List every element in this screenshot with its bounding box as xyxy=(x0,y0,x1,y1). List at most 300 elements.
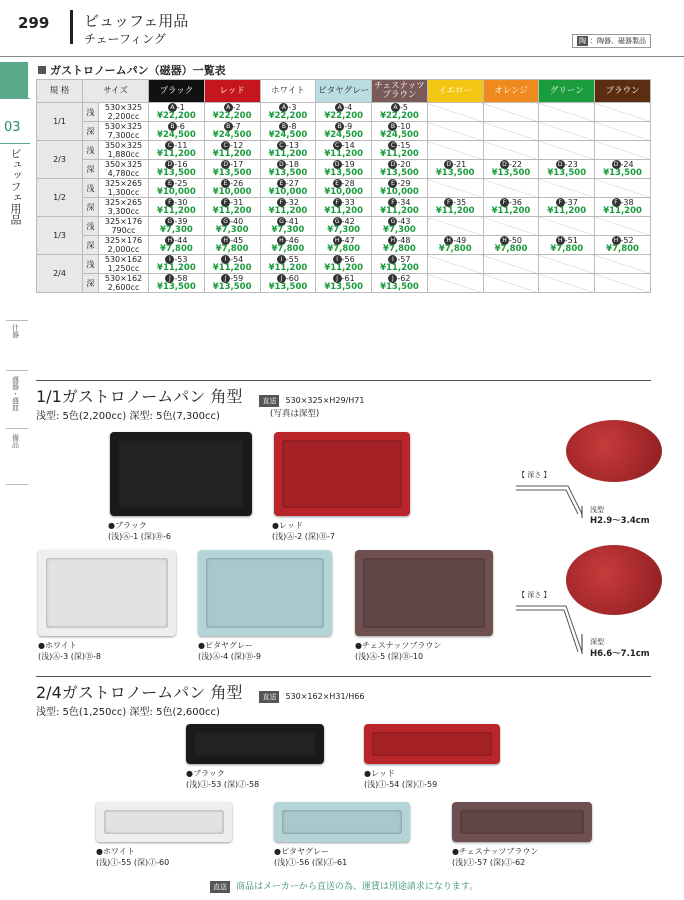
code-number: -4 xyxy=(344,103,353,112)
code-letter-icon: H xyxy=(388,236,397,245)
size-capacity: 790cc xyxy=(111,226,136,235)
price-cell xyxy=(260,141,316,160)
tray-inner xyxy=(46,558,168,628)
item-price: ¥24,500 xyxy=(268,130,308,140)
item-price: ¥11,200 xyxy=(157,206,196,216)
empty-cell xyxy=(427,179,483,198)
item-price: ¥22,200 xyxy=(380,111,419,121)
size-capacity: 4,780cc xyxy=(107,169,140,178)
code-number: -39 xyxy=(174,217,188,226)
table-row xyxy=(37,274,651,293)
code-letter-icon: H xyxy=(612,236,621,245)
code-letter-icon: B xyxy=(335,122,344,131)
code-number: -49 xyxy=(453,236,467,245)
item-price: ¥11,200 xyxy=(324,149,364,159)
code-letter-icon: C xyxy=(165,141,174,150)
item-price: ¥11,200 xyxy=(212,149,252,159)
size-capacity: 1,300cc xyxy=(107,188,140,197)
empty-cell xyxy=(595,141,651,160)
chapter-label xyxy=(8,148,22,228)
price-cell xyxy=(149,255,205,274)
item-price: ¥7,800 xyxy=(550,244,584,254)
code-number: -28 xyxy=(341,179,355,188)
tray-inner xyxy=(460,810,584,834)
code-number: -18 xyxy=(285,160,299,169)
price-cell xyxy=(372,179,428,198)
price-cell xyxy=(204,274,260,293)
gn11-tray-image xyxy=(110,432,252,516)
gn24-caption xyxy=(274,846,347,868)
section2-title: 2/4ガストロノームパン 角型 xyxy=(36,683,243,702)
item-codes: (浅)Ⓐ-2 (深)Ⓑ-7 xyxy=(272,532,335,541)
size-dims: 350×325 xyxy=(104,141,143,150)
code-letter-icon: B xyxy=(388,122,397,131)
table-row xyxy=(37,236,651,255)
item-price: ¥7,300 xyxy=(383,225,416,235)
price-cell xyxy=(204,160,260,179)
gn11-caption xyxy=(38,640,101,662)
code-letter-icon: E xyxy=(165,179,174,188)
page-title: ビュッフェ用品 xyxy=(84,12,189,30)
price-cell xyxy=(149,160,205,179)
code-number: -5 xyxy=(399,103,408,112)
code-number: -17 xyxy=(230,160,244,169)
item-price: ¥7,800 xyxy=(383,244,416,254)
code-letter-icon: D xyxy=(612,160,621,169)
code-letter-icon: G xyxy=(165,217,174,226)
code-letter-icon: A xyxy=(391,103,400,112)
code-number: -62 xyxy=(397,274,411,283)
item-price: ¥7,300 xyxy=(159,225,193,235)
item-price: ¥7,300 xyxy=(327,225,361,235)
price-cell xyxy=(149,217,205,236)
table-title xyxy=(38,62,226,78)
code-number: -26 xyxy=(230,179,244,188)
spec-cell: 1/3 xyxy=(37,217,83,255)
item-price: ¥11,200 xyxy=(547,206,587,216)
size-capacity: 2,000cc xyxy=(107,245,140,254)
code-number: -58 xyxy=(174,274,188,283)
item-price: ¥11,200 xyxy=(603,206,642,216)
price-cell xyxy=(316,160,372,179)
size-capacity: 2,600cc xyxy=(107,283,140,292)
color-name: ●レッド xyxy=(272,521,303,530)
item-price: ¥7,800 xyxy=(494,244,528,254)
code-number: -8 xyxy=(288,122,297,131)
item-codes: (浅)Ⓘ-53 (深)Ⓙ-58 xyxy=(186,780,260,789)
side-divider xyxy=(6,370,28,371)
size-cell xyxy=(99,217,149,236)
item-price: ¥22,200 xyxy=(157,111,196,121)
code-letter-icon: D xyxy=(221,160,230,169)
header-color-0: ブラック xyxy=(149,80,205,103)
code-number: -50 xyxy=(508,236,523,245)
code-number: -53 xyxy=(174,255,188,264)
price-cell xyxy=(316,179,372,198)
item-price: ¥22,200 xyxy=(268,111,308,121)
price-cell xyxy=(427,160,483,179)
depth-cell: 浅 xyxy=(83,141,99,160)
gn11-tray-image xyxy=(198,550,332,636)
table-row xyxy=(37,103,651,122)
color-name: ●ピタヤグレー xyxy=(198,641,253,650)
code-number: -51 xyxy=(564,236,578,245)
empty-cell xyxy=(483,274,539,293)
price-cell xyxy=(204,179,260,198)
section1-spec: 浅型: 5色(2,200cc) 深型: 5色(7,300cc) xyxy=(36,411,220,422)
table-header-row xyxy=(37,80,651,103)
price-cell xyxy=(149,236,205,255)
code-letter-icon: G xyxy=(388,217,397,226)
gn24-tray-image xyxy=(364,724,500,764)
gn24-tray-image xyxy=(186,724,324,764)
chapter-number: 03 xyxy=(4,120,21,135)
code-letter-icon: H xyxy=(333,236,342,245)
spec-cell: 2/3 xyxy=(37,141,83,179)
code-number: -34 xyxy=(397,198,411,207)
item-price: ¥11,200 xyxy=(435,206,475,216)
price-cell xyxy=(260,103,316,122)
item-codes: (浅)Ⓐ-3 (深)Ⓑ-8 xyxy=(38,652,101,661)
code-letter-icon: H xyxy=(500,236,509,245)
item-price: ¥13,500 xyxy=(157,168,196,178)
item-price: ¥11,200 xyxy=(324,263,364,273)
price-cell xyxy=(149,122,205,141)
size-dims: 325×176 xyxy=(104,217,143,226)
item-price: ¥11,200 xyxy=(380,149,419,159)
price-cell xyxy=(149,198,205,217)
item-price: ¥10,000 xyxy=(380,187,419,197)
gn11-caption xyxy=(355,640,441,662)
header-color-7: グリーン xyxy=(539,80,595,103)
price-cell xyxy=(316,236,372,255)
code-number: -41 xyxy=(285,217,299,226)
code-number: -24 xyxy=(620,160,634,169)
gn11-tray-image xyxy=(38,550,176,636)
code-number: -25 xyxy=(174,179,188,188)
code-letter-icon: F xyxy=(333,198,342,207)
code-letter-icon: D xyxy=(277,160,286,169)
item-price: ¥11,200 xyxy=(157,149,196,159)
code-number: -60 xyxy=(285,274,299,283)
deep-label: 深型 xyxy=(590,638,604,646)
depth-cell: 浅 xyxy=(83,103,99,122)
code-number: -11 xyxy=(174,141,188,150)
tray-inner xyxy=(372,732,492,756)
code-number: -40 xyxy=(230,217,244,226)
empty-cell xyxy=(483,255,539,274)
item-price: ¥13,500 xyxy=(324,168,364,178)
spec-cell: 2/4 xyxy=(37,255,83,293)
empty-cell xyxy=(595,217,651,236)
item-price: ¥11,200 xyxy=(380,263,419,273)
price-cell xyxy=(204,103,260,122)
item-price: ¥11,200 xyxy=(212,206,252,216)
spec-cell: 1/1 xyxy=(37,103,83,141)
empty-cell xyxy=(427,122,483,141)
empty-cell xyxy=(539,274,595,293)
depth-cell: 深 xyxy=(83,160,99,179)
table-title-text: ガストロノームパン（磁器）一覧表 xyxy=(50,64,226,77)
code-letter-icon: F xyxy=(388,198,397,207)
code-letter-icon: I xyxy=(165,255,174,264)
header-divider xyxy=(70,10,73,44)
direct-ship-badge: 直送 xyxy=(259,395,279,407)
price-cell xyxy=(372,122,428,141)
section-rule-2 xyxy=(36,676,651,677)
code-letter-icon: H xyxy=(444,236,453,245)
empty-cell xyxy=(427,103,483,122)
side-item-text: 備品 xyxy=(11,434,20,448)
size-dims: 530×162 xyxy=(104,274,143,283)
price-cell xyxy=(149,179,205,198)
code-number: -13 xyxy=(285,141,299,150)
code-letter-icon: A xyxy=(279,103,288,112)
tray-inner xyxy=(104,810,224,834)
price-cell xyxy=(260,236,316,255)
direct-ship-badge: 直送 xyxy=(210,881,230,893)
code-letter-icon: F xyxy=(444,198,453,207)
code-letter-icon: D xyxy=(556,160,565,169)
code-number: -42 xyxy=(341,217,355,226)
table-row xyxy=(37,122,651,141)
empty-cell xyxy=(539,217,595,236)
gn11-caption xyxy=(272,520,335,542)
code-number: -2 xyxy=(232,103,241,112)
item-price: ¥13,500 xyxy=(380,282,419,292)
section1-meta xyxy=(259,388,364,407)
code-letter-icon: F xyxy=(612,198,621,207)
item-price: ¥11,200 xyxy=(268,263,308,273)
price-cell xyxy=(149,274,205,293)
code-letter-icon: J xyxy=(277,274,286,283)
chapter-label-text: ビュッフェ用品 xyxy=(9,148,22,225)
price-cell xyxy=(204,141,260,160)
code-letter-icon: F xyxy=(165,198,174,207)
color-name: ●チェスナッツブラウン xyxy=(452,847,539,856)
code-letter-icon: J xyxy=(388,274,397,283)
depth-cell: 浅 xyxy=(83,255,99,274)
empty-cell xyxy=(427,141,483,160)
empty-cell xyxy=(483,141,539,160)
shallow-profile-diagram xyxy=(516,480,586,522)
item-price: ¥11,200 xyxy=(380,206,419,216)
empty-cell xyxy=(595,122,651,141)
depth-cell: 深 xyxy=(83,274,99,293)
code-number: -12 xyxy=(230,141,244,150)
gn24-tray-image xyxy=(96,802,232,842)
code-letter-icon: F xyxy=(221,198,230,207)
code-number: -10 xyxy=(397,122,411,131)
depth-heading: 【 深さ 】 xyxy=(518,471,551,479)
code-number: -1 xyxy=(176,103,185,112)
side-item-fixtures xyxy=(10,324,20,341)
code-letter-icon: E xyxy=(277,179,286,188)
item-codes: (浅)Ⓐ-5 (深)Ⓑ-10 xyxy=(355,652,424,661)
price-cell xyxy=(595,198,651,217)
header-color-2: ホワイト xyxy=(260,80,316,103)
gn11-caption xyxy=(108,520,171,542)
color-name: ●ピタヤグレー xyxy=(274,847,329,856)
price-cell xyxy=(316,122,372,141)
code-number: -30 xyxy=(174,198,188,207)
price-table xyxy=(36,79,651,293)
header-color-8: ブラウン xyxy=(595,80,651,103)
item-price: ¥7,800 xyxy=(438,244,472,254)
price-cell xyxy=(483,160,539,179)
item-price: ¥11,200 xyxy=(268,206,308,216)
header-size: サイズ xyxy=(83,80,149,103)
item-codes: (浅)Ⓐ-1 (深)Ⓑ-6 xyxy=(108,532,171,541)
price-cell xyxy=(372,274,428,293)
code-number: -37 xyxy=(564,198,578,207)
code-number: -29 xyxy=(397,179,411,188)
price-cell xyxy=(260,122,316,141)
code-number: -23 xyxy=(564,160,578,169)
size-cell xyxy=(99,255,149,274)
item-price: ¥13,500 xyxy=(212,282,252,292)
code-letter-icon: I xyxy=(221,255,230,264)
item-price: ¥24,500 xyxy=(324,130,364,140)
size-cell xyxy=(99,236,149,255)
price-cell xyxy=(316,255,372,274)
code-number: -20 xyxy=(397,160,411,169)
code-letter-icon: E xyxy=(388,179,397,188)
material-legend xyxy=(572,34,651,48)
size-cell xyxy=(99,198,149,217)
depth-cell: 浅 xyxy=(83,179,99,198)
code-number: -52 xyxy=(620,236,634,245)
code-letter-icon: I xyxy=(388,255,397,264)
price-cell xyxy=(204,122,260,141)
table-row xyxy=(37,217,651,236)
code-letter-icon: E xyxy=(333,179,342,188)
price-cell xyxy=(316,198,372,217)
item-price: ¥24,500 xyxy=(157,130,196,140)
code-number: -55 xyxy=(285,255,299,264)
section2-meta xyxy=(259,684,364,703)
price-cell xyxy=(539,160,595,179)
code-number: -14 xyxy=(341,141,355,150)
item-price: ¥13,500 xyxy=(603,168,642,178)
section1-title: 1/1ガストロノームパン 角型 xyxy=(36,387,243,406)
item-price: ¥13,500 xyxy=(212,168,252,178)
code-number: -32 xyxy=(285,198,299,207)
item-price: ¥11,200 xyxy=(212,263,252,273)
size-capacity: 7,300cc xyxy=(107,131,140,140)
tray-inner xyxy=(118,440,244,508)
color-name: ●ブラック xyxy=(108,521,147,530)
price-cell xyxy=(595,160,651,179)
depth-cell: 深 xyxy=(83,236,99,255)
price-cell xyxy=(372,236,428,255)
code-number: -7 xyxy=(232,122,241,131)
footer-note xyxy=(210,879,478,893)
tray-inner xyxy=(282,440,402,508)
section-rule xyxy=(36,380,651,381)
item-price: ¥7,800 xyxy=(327,244,361,254)
empty-cell xyxy=(483,103,539,122)
gn11-caption xyxy=(198,640,261,662)
price-cell xyxy=(316,141,372,160)
header-spec: 規 格 xyxy=(37,80,83,103)
code-letter-icon: H xyxy=(556,236,565,245)
direct-ship-badge: 直送 xyxy=(259,691,279,703)
code-letter-icon: D xyxy=(500,160,509,169)
item-codes: (浅)Ⓘ-55 (深)Ⓙ-60 xyxy=(96,858,170,867)
side-divider xyxy=(6,320,28,321)
code-number: -3 xyxy=(288,103,297,112)
side-divider xyxy=(6,484,28,485)
tray-inner xyxy=(282,810,402,834)
empty-cell xyxy=(539,141,595,160)
size-cell xyxy=(99,122,149,141)
price-cell xyxy=(372,198,428,217)
price-cell xyxy=(260,217,316,236)
gn24-caption xyxy=(364,768,437,790)
code-number: -36 xyxy=(508,198,523,207)
item-codes: (浅)Ⓐ-4 (深)Ⓑ-9 xyxy=(198,652,261,661)
item-price: ¥10,000 xyxy=(157,187,196,197)
header-color-6: オレンジ xyxy=(483,80,539,103)
size-capacity: 1,250cc xyxy=(107,264,140,273)
size-dims: 325×265 xyxy=(104,179,143,188)
code-number: -61 xyxy=(341,274,355,283)
color-name: ●レッド xyxy=(364,769,395,778)
empty-cell xyxy=(427,274,483,293)
item-price: ¥13,500 xyxy=(491,168,531,178)
color-name: ●ホワイト xyxy=(38,641,77,650)
code-letter-icon: B xyxy=(168,122,177,131)
code-letter-icon: G xyxy=(333,217,342,226)
empty-cell xyxy=(483,122,539,141)
deep-profile-diagram xyxy=(516,600,586,658)
code-letter-icon: D xyxy=(165,160,174,169)
tray-inner xyxy=(206,558,324,628)
code-letter-icon: A xyxy=(335,103,344,112)
section1-dims: 530×325×H29/H71 xyxy=(285,396,365,405)
price-cell xyxy=(204,236,260,255)
empty-cell xyxy=(595,255,651,274)
page-number: 299 xyxy=(18,14,50,32)
price-cell xyxy=(316,103,372,122)
price-cell xyxy=(539,236,595,255)
code-letter-icon: A xyxy=(168,103,177,112)
size-cell xyxy=(99,274,149,293)
code-letter-icon: F xyxy=(277,198,286,207)
code-letter-icon: C xyxy=(277,141,286,150)
item-price: ¥22,200 xyxy=(212,111,252,121)
item-price: ¥13,500 xyxy=(380,168,419,178)
item-price: ¥13,500 xyxy=(324,282,364,292)
code-letter-icon: J xyxy=(165,274,174,283)
code-letter-icon: F xyxy=(500,198,509,207)
code-number: -16 xyxy=(174,160,188,169)
item-codes: (浅)Ⓘ-57 (深)Ⓙ-62 xyxy=(452,858,526,867)
header-color-4: チェスナッツブラウン xyxy=(372,80,428,103)
code-letter-icon: J xyxy=(333,274,342,283)
side-item-equipment xyxy=(10,434,20,451)
header-color-3: ピタヤグレー xyxy=(316,80,372,103)
item-price: ¥7,800 xyxy=(159,244,193,254)
gn24-caption xyxy=(452,846,538,868)
price-cell xyxy=(427,198,483,217)
price-cell xyxy=(149,141,205,160)
code-letter-icon: H xyxy=(221,236,230,245)
code-letter-icon: D xyxy=(333,160,342,169)
item-price: ¥7,300 xyxy=(215,225,249,235)
depth-cell: 深 xyxy=(83,122,99,141)
